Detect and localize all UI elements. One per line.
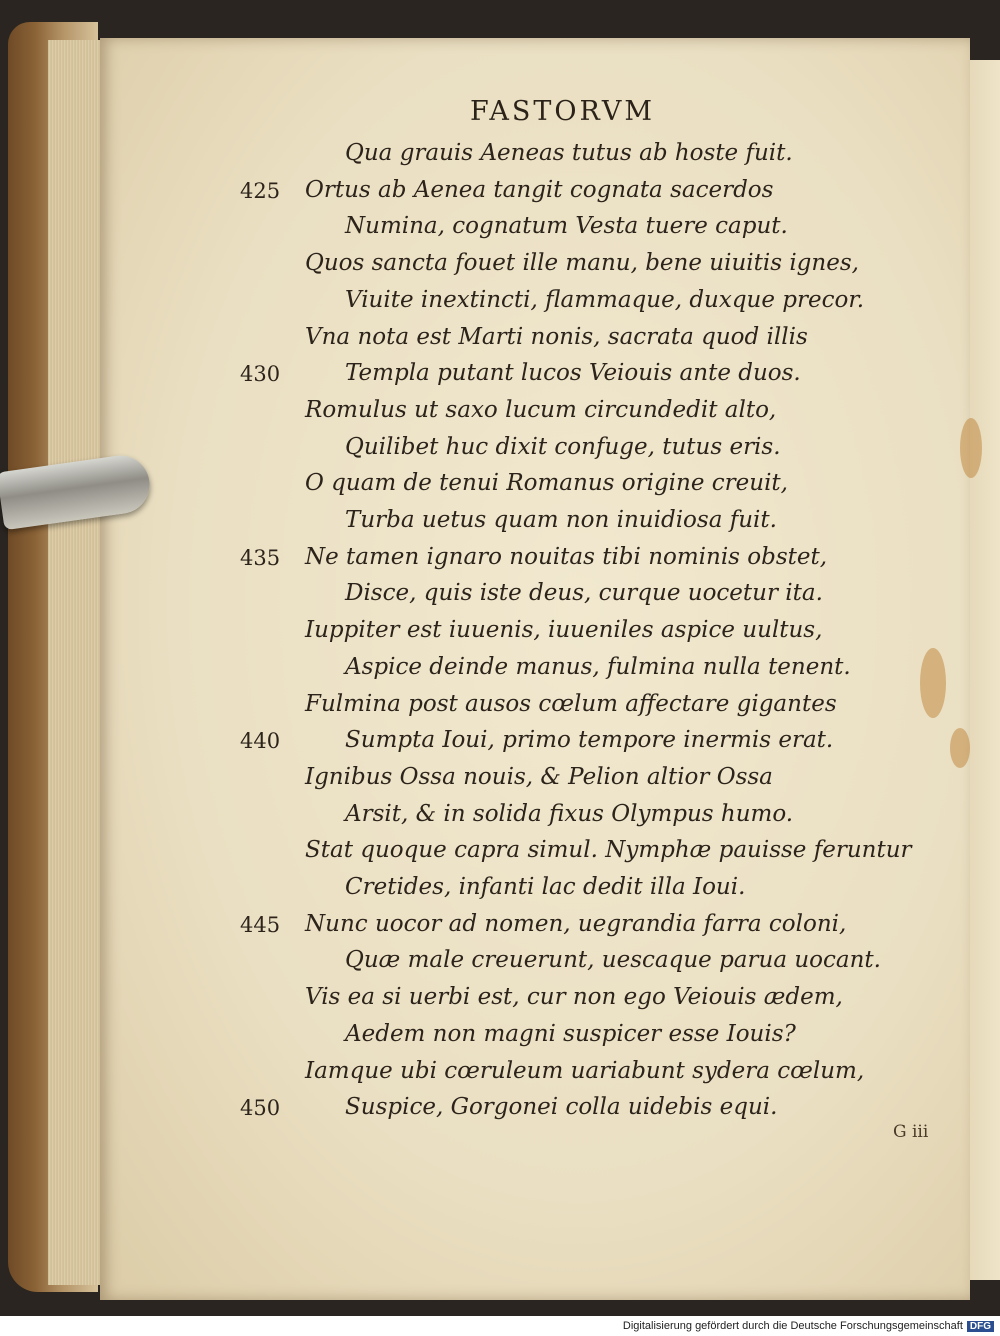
verse-line: Suspice, Gorgonei colla uidebis equi.: [345, 1094, 778, 1121]
line-number: 445: [240, 912, 281, 937]
line-number: 440: [240, 729, 281, 754]
verse-line: Numina, cognatum Vesta tuere caput.: [345, 213, 788, 240]
verse-line: Aedem non magni suspicer esse Iouis?: [345, 1020, 796, 1047]
stain-2: [920, 648, 946, 718]
verse-line: Qua grauis Aeneas tutus ab hoste fuit.: [345, 140, 793, 166]
verse-line: Fulmina post ausos cœlum affectare gigantes: [305, 690, 837, 717]
verse-line: Vis ea si uerbi est, cur non ego Veiouis ædem,: [305, 984, 843, 1011]
verse-line: Ortus ab Aenea tangit cognata sacerdos: [305, 176, 774, 203]
verse-line: O quam de tenui Romanus origine creuit,: [305, 470, 788, 497]
verse-line: Iamque ubi cœruleum uariabunt sydera cœlum,: [305, 1057, 865, 1084]
verse-line: Vna nota est Marti nonis, sacrata quod illis: [305, 323, 808, 350]
verse-line: Arsit, & in solida fixus Olympus humo.: [345, 800, 794, 827]
verse-line: Aspice deinde manus, fulmina nulla tenent.: [345, 653, 851, 680]
verse-line: Ne tamen ignaro nouitas tibi nominis obstet,: [305, 543, 828, 570]
line-number: 430: [240, 362, 281, 387]
verse-line: Romulus ut saxo lucum circundedit alto,: [305, 396, 777, 423]
verse-line: Sumpta Ioui, primo tempore inermis erat.: [345, 727, 834, 754]
verse-line: Stat quoque capra simul. Nymphæ pauisse feruntur: [305, 837, 912, 864]
line-number: 435: [240, 545, 281, 570]
footer-text: Digitalisierung gefördert durch die Deutsche Forschungsgemeinschaft: [622, 1320, 963, 1332]
dfg-logo: DFG: [967, 1321, 994, 1332]
footer-bar: [0, 1316, 1000, 1336]
verse-line: Cretides, infanti lac dedit illa Ioui.: [345, 874, 746, 900]
signature-mark: G iii: [893, 1122, 929, 1142]
verse-line: Iuppiter est iuuenis, iuueniles aspice uultus,: [305, 617, 823, 644]
running-header: FASTORVM: [470, 96, 656, 127]
verse-line: Templa putant lucos Veiouis ante duos.: [345, 360, 801, 387]
line-number: 425: [240, 178, 281, 203]
verse-line: Turba uetus quam non inuidiosa fuit.: [345, 507, 777, 533]
verse-line: Ignibus Ossa nouis, & Pelion altior Ossa: [305, 763, 773, 790]
verse-line: Disce, quis iste deus, curque uocetur ita.: [345, 580, 823, 607]
stain-3: [950, 728, 970, 768]
verse-line: Quos sancta fouet ille manu, bene uiuitis ignes,: [305, 250, 859, 277]
line-number: 450: [240, 1096, 281, 1121]
verse-line: Nunc uocor ad nomen, uegrandia farra coloni,: [305, 910, 847, 937]
stain-1: [960, 418, 982, 478]
verse-line: Quæ male creuerunt, uescaque parua uocant.: [345, 947, 881, 974]
verse-line: Viuite inextincti, flammaque, duxque precor.: [345, 286, 865, 313]
verse-line: Quilibet huc dixit confuge, tutus eris.: [345, 433, 781, 460]
